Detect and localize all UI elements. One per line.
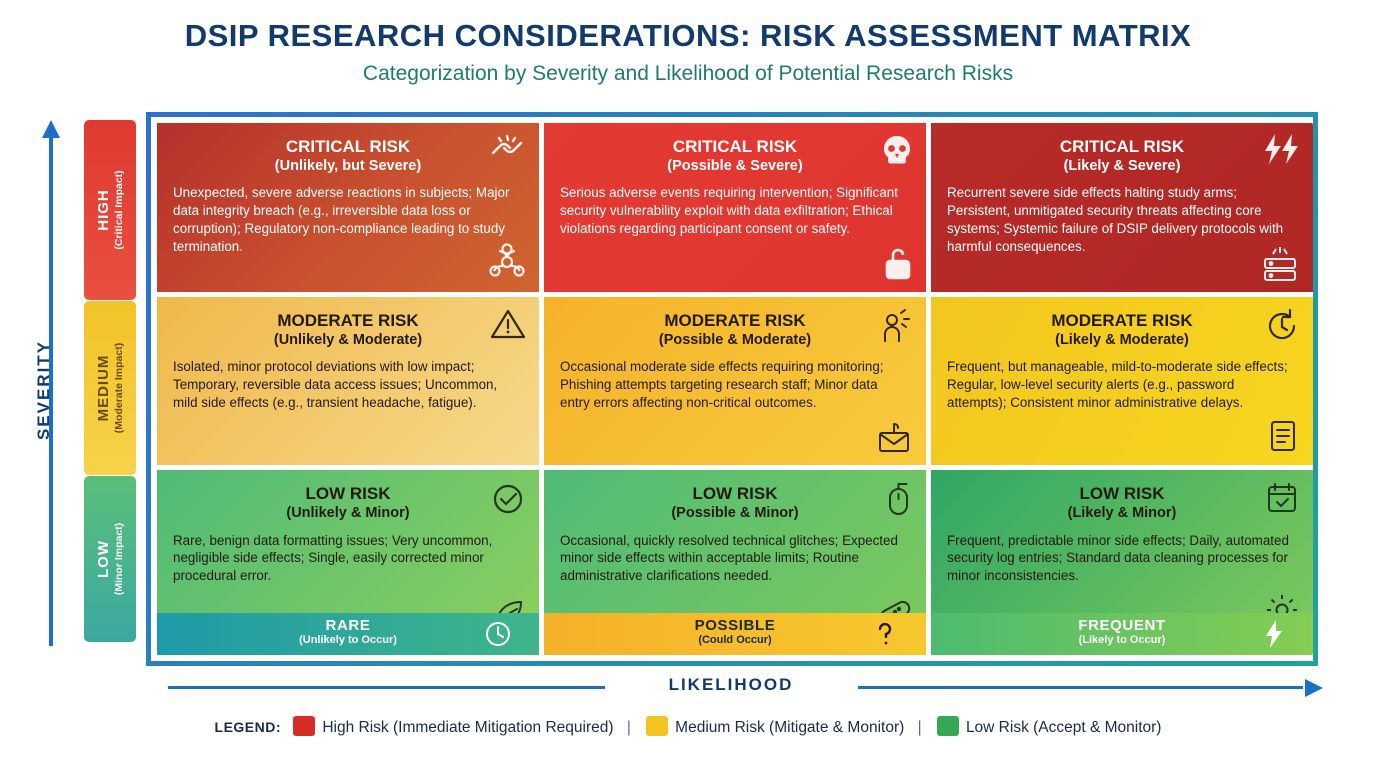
- likelihood-band-possible-name: POSSIBLE: [694, 617, 776, 634]
- cell-subtitle: (Possible & Moderate): [658, 331, 812, 348]
- unlocked-padlock-icon: [882, 244, 914, 282]
- document-list-icon: [1265, 417, 1301, 455]
- likelihood-strip: [157, 613, 1313, 655]
- legend-separator-2: |: [917, 719, 922, 736]
- computer-mouse-icon: [882, 480, 914, 518]
- likelihood-band-rare-sub: (Unlikely to Occur): [299, 634, 397, 646]
- matrix-cell-high-possible[interactable]: [544, 123, 926, 292]
- cell-body: Recurrent severe side effects halting study arms; Persistent, unmitigated security threats affecting core systems; Systemic failure of DSIP delivery protocols with harmful consequences.: [947, 185, 1284, 254]
- cell-subtitle: (Likely & Severe): [1063, 158, 1181, 175]
- cell-title: CRITICAL RISK: [285, 137, 411, 156]
- cell-title: MODERATE RISK: [1051, 310, 1193, 330]
- severity-band-low-sub: (Minor Impact): [113, 522, 125, 596]
- cell-body: Occasional, quickly resolved technical glitches; Expected minor side effects within acceptable limits; Routine administrative clarifications needed.: [560, 532, 898, 584]
- severity-band-low-name: LOW: [95, 540, 112, 578]
- person-headache-icon: [876, 307, 914, 345]
- legend-label-low: Low Risk (Accept & Monitor): [965, 719, 1162, 736]
- legend-separator-1: |: [626, 719, 631, 736]
- cell-subtitle: (Possible & Severe): [667, 158, 803, 175]
- likelihood-band-frequent-name: FREQUENT: [1078, 617, 1166, 634]
- header: [0, 0, 1376, 86]
- cell-title: LOW RISK: [692, 484, 778, 504]
- skull-icon: [880, 133, 914, 167]
- cell-subtitle: (Likely & Moderate): [1055, 331, 1189, 348]
- cell-body: Frequent, but manageable, mild-to-moderate side effects; Regular, low-level security alerts (e.g., password attempts); Consistent minor administrative delays.: [947, 358, 1288, 410]
- cell-title: LOW RISK: [1079, 484, 1165, 504]
- likelihood-arrow-head: [1305, 679, 1323, 697]
- legend-swatch-medium: [646, 716, 668, 736]
- page-subtitle: Categorization by Severity and Likelihood of Potential Research Risks: [362, 62, 1014, 85]
- cell-body: Serious adverse events requiring intervention; Significant security vulnerability exploit with data exfiltration; Ethical violations regarding participant consent or safety.: [560, 185, 898, 236]
- severity-axis-label: SEVERITY: [34, 339, 53, 441]
- cell-body: Unexpected, severe adverse reactions in subjects; Major data integrity breach (e.g., irreversible data loss or corruption); Regulatory non-compliance leading to study termination.: [173, 185, 510, 254]
- severity-band-high-name: HIGH: [95, 189, 112, 231]
- severity-band-medium-name: MEDIUM: [95, 354, 112, 422]
- question-mark-icon: [870, 619, 900, 649]
- severity-band-high: [84, 120, 136, 300]
- phishing-mail-icon: [874, 421, 914, 455]
- cell-title: CRITICAL RISK: [1059, 137, 1185, 156]
- likelihood-axis-line-right: [858, 686, 1303, 689]
- cell-title: MODERATE RISK: [277, 310, 419, 330]
- legend-label-high: High Risk (Immediate Mitigation Required): [322, 719, 614, 736]
- cell-subtitle: (Unlikely & Minor): [286, 505, 410, 522]
- severity-band-medium: [84, 301, 136, 475]
- server-alert-icon: [1259, 246, 1301, 282]
- likelihood-band-frequent[interactable]: [931, 613, 1313, 655]
- matrix-cell-high-rare[interactable]: [157, 123, 539, 292]
- cell-title: LOW RISK: [305, 484, 391, 504]
- severity-bands: [84, 120, 136, 642]
- lightning-bolts-icon: [1261, 133, 1301, 165]
- cell-title: CRITICAL RISK: [672, 137, 798, 156]
- likelihood-band-frequent-sub: (LIkely to Occur): [1078, 634, 1166, 646]
- cell-subtitle: (Possible & Minor): [671, 505, 799, 522]
- risk-matrix-board: [0, 112, 1376, 702]
- likelihood-axis-line-left: [168, 686, 605, 689]
- check-circle-icon: [489, 480, 527, 518]
- cell-title: MODERATE RISK: [664, 310, 806, 330]
- warning-triangle-icon: [489, 307, 527, 341]
- matrix-cell-medium-frequent[interactable]: [931, 297, 1313, 466]
- legend-item-high: [291, 719, 613, 736]
- likelihood-band-possible[interactable]: [544, 613, 926, 655]
- cell-subtitle: (Unlikely & Moderate): [273, 331, 423, 348]
- clock-recurring-icon: [1263, 307, 1301, 345]
- likelihood-band-rare-name: RARE: [325, 617, 371, 634]
- page-title: DSIP RESEARCH CONSIDERATIONS: RISK ASSESSMENT MATRIX: [184, 18, 1192, 53]
- likelihood-axis: [146, 672, 1331, 702]
- calendar-check-icon: [1263, 480, 1301, 516]
- matrix-cell-medium-rare[interactable]: [157, 297, 539, 466]
- matrix-cell-high-frequent[interactable]: [931, 123, 1313, 292]
- broken-link-icon: [487, 133, 527, 163]
- legend-item-low: [935, 719, 1162, 736]
- legend-label-medium: Medium Risk (Mitigate & Monitor): [675, 719, 905, 736]
- matrix-frame: [146, 112, 1318, 666]
- legend: [0, 716, 1376, 737]
- severity-band-high-sub: (Critical Impact): [113, 170, 125, 250]
- cell-body: Occasional moderate side effects requiring monitoring; Phishing attempts targeting research staff; Minor data entry errors affecting non-critical outcomes.: [560, 358, 884, 410]
- cell-body: Isolated, minor protocol deviations with low impact; Temporary, reversible data access issues; Uncommon, mild side effects (e.g., transient headache, fatigue).: [173, 358, 498, 410]
- legend-item-medium: [644, 719, 904, 736]
- cell-body: Frequent, predictable minor side effects; Daily, automated security log entries; Standard data cleaning processes for minor inconsistencies.: [947, 532, 1289, 584]
- lightning-icon: [1261, 619, 1287, 649]
- matrix-grid: [157, 123, 1313, 639]
- severity-band-medium-sub: (Moderate Impact): [113, 342, 125, 434]
- likelihood-axis-label: LIKELIHOOD: [668, 675, 794, 694]
- matrix-cell-medium-possible[interactable]: [544, 297, 926, 466]
- legend-title: LEGEND:: [214, 719, 282, 735]
- likelihood-band-possible-sub: (Could Occur): [698, 634, 772, 646]
- cell-subtitle: (Unlikely, but Severe): [274, 158, 422, 175]
- legend-swatch-high: [293, 716, 315, 736]
- legend-swatch-low: [937, 716, 959, 736]
- biohazard-icon: [487, 242, 527, 282]
- severity-band-low: [84, 476, 136, 642]
- clock-icon: [483, 619, 513, 649]
- cell-body: Rare, benign data formatting issues; Very uncommon, negligible side effects; Single, easily corrected minor procedural error.: [173, 532, 493, 584]
- cell-subtitle: (Likely & Minor): [1067, 505, 1177, 522]
- likelihood-band-rare[interactable]: [157, 613, 539, 655]
